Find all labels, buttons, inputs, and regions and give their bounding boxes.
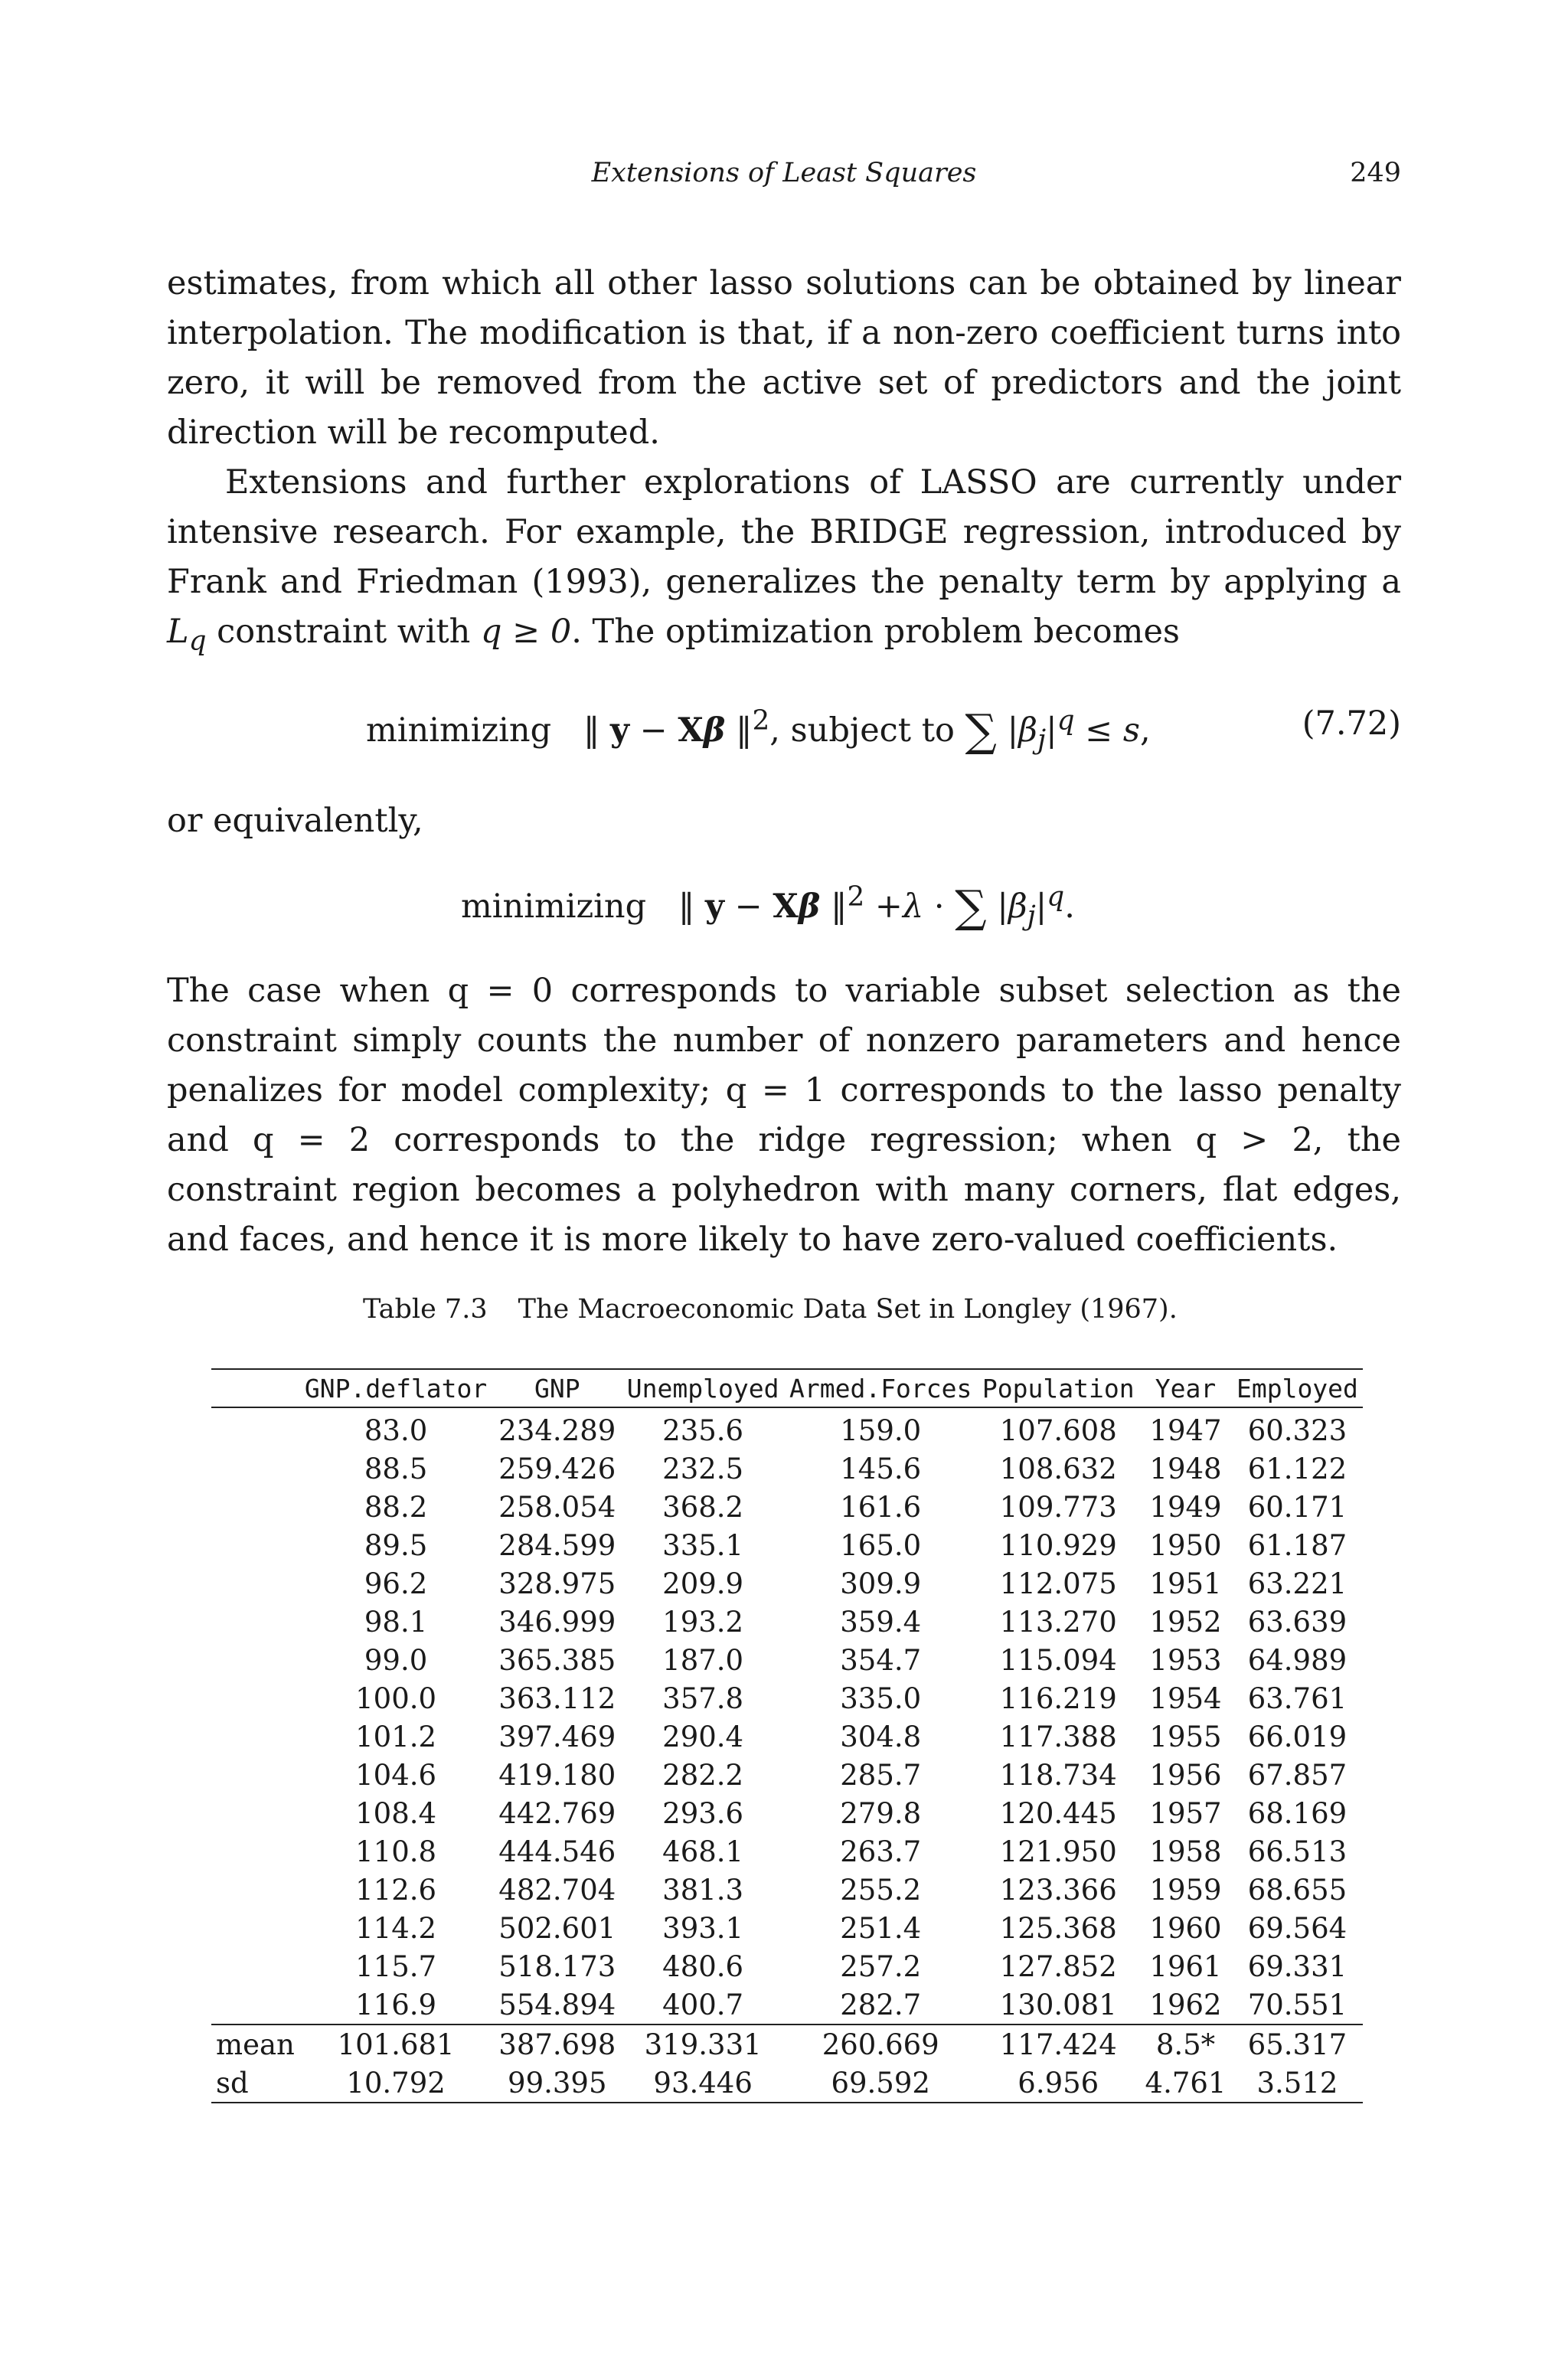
table-row <box>211 1407 1363 1449</box>
table-cell: 60.323 <box>1247 1413 1348 1447</box>
table-cell: 354.7 <box>840 1643 922 1677</box>
summary-row <box>211 2024 1363 2064</box>
column-header: GNP.deflator <box>299 1369 492 1407</box>
table-cell: 282.2 <box>662 1758 744 1792</box>
table-cell: 554.894 <box>498 1988 616 2021</box>
table-cell: 115.7 <box>355 1949 437 1983</box>
table-cell: 304.8 <box>840 1720 922 1753</box>
q-condition: q ≥ 0 <box>480 613 572 651</box>
table-cell: 335.1 <box>662 1528 744 1562</box>
table-row <box>211 1985 1363 2024</box>
eq1-subject: , subject to <box>769 711 955 750</box>
table-cell: 1950 <box>1149 1528 1222 1562</box>
table-row <box>211 1909 1363 1947</box>
table-row <box>211 1488 1363 1526</box>
table-cell: 161.6 <box>840 1490 922 1524</box>
table-cell: 120.445 <box>999 1796 1117 1830</box>
table-cell: 109.773 <box>999 1490 1117 1524</box>
table-cell: 285.7 <box>840 1758 922 1792</box>
table-cell: 1962 <box>1149 1988 1222 2021</box>
table-summary <box>211 2024 1363 2103</box>
table-cell: 444.546 <box>498 1835 616 1868</box>
table-row <box>211 1832 1363 1871</box>
table-cell: 1955 <box>1149 1720 1222 1753</box>
summary-cell: 69.592 <box>784 2064 977 2103</box>
column-header: Population <box>977 1369 1139 1407</box>
paragraph-2-end: . The optimization problem becomes <box>571 613 1180 651</box>
row-label <box>211 1717 299 1756</box>
lq-symbol: $L_q$ <box>167 613 207 657</box>
table-cell: 279.8 <box>840 1796 922 1830</box>
row-label <box>211 1832 299 1871</box>
table-cell: 284.599 <box>498 1528 616 1562</box>
table-cell: 108.632 <box>999 1452 1117 1485</box>
paragraph-2-main: Extensions and further explorations of LASSO are currently under intensive research. For example, the BRIDGE regression, introduced by Frank and Friedman (1993), generalizes the penalty term by applying a <box>167 463 1401 601</box>
summary-cell: 101.681 <box>299 2024 492 2064</box>
table-cell: 232.5 <box>662 1452 744 1485</box>
table-cell: 66.513 <box>1247 1835 1348 1868</box>
table-cell: 1954 <box>1149 1681 1222 1715</box>
summary-cell: 10.792 <box>299 2064 492 2103</box>
table-cell: 96.2 <box>364 1567 428 1600</box>
table-cell: 110.8 <box>355 1835 437 1868</box>
table-cell: 117.388 <box>999 1720 1117 1753</box>
table-cell: 309.9 <box>840 1567 922 1600</box>
table-cell: 442.769 <box>498 1796 616 1830</box>
table-cell: 234.289 <box>498 1413 616 1447</box>
paragraph-1 <box>167 259 1401 458</box>
table-header-row <box>211 1369 1363 1407</box>
summary-cell: 93.446 <box>622 2064 784 2103</box>
table-cell: 257.2 <box>840 1949 922 1983</box>
row-label <box>211 1756 299 1794</box>
row-label <box>211 1985 299 2024</box>
table-cell: 64.989 <box>1247 1643 1348 1677</box>
table-cell: 263.7 <box>840 1835 922 1868</box>
table-cell: 482.704 <box>498 1873 616 1907</box>
table-cell: 235.6 <box>662 1413 744 1447</box>
row-label <box>211 1871 299 1909</box>
eq1-prefix: minimizing <box>366 711 552 750</box>
table-cell: 99.0 <box>364 1643 428 1677</box>
running-title: Extensions of Least Squares <box>591 158 977 188</box>
table-cell: 397.469 <box>498 1720 616 1753</box>
table-cell: 61.187 <box>1247 1528 1348 1562</box>
equation-number: (7.72) <box>1302 704 1401 743</box>
table-cell: 1956 <box>1149 1758 1222 1792</box>
table-cell: 67.857 <box>1247 1758 1348 1792</box>
table-cell: 335.0 <box>840 1681 922 1715</box>
caption-label: Table 7.3 <box>363 1294 488 1325</box>
table-cell: 69.564 <box>1247 1911 1348 1945</box>
row-label <box>211 1407 299 1449</box>
table-cell: 1957 <box>1149 1796 1222 1830</box>
summary-cell: 117.424 <box>977 2024 1139 2064</box>
table-row <box>211 1641 1363 1679</box>
row-label <box>211 1488 299 1526</box>
summary-cell: 319.331 <box>622 2024 784 2064</box>
table-row <box>211 1564 1363 1603</box>
table-cell: 357.8 <box>662 1681 744 1715</box>
table-cell: 165.0 <box>840 1528 922 1562</box>
table-cell: 346.999 <box>498 1605 616 1639</box>
table-cell: 114.2 <box>355 1911 437 1945</box>
paragraph-3 <box>167 796 1401 846</box>
table-cell: 112.075 <box>999 1567 1117 1600</box>
table-cell: 193.2 <box>662 1605 744 1639</box>
table-cell: 101.2 <box>355 1720 437 1753</box>
table-cell: 98.1 <box>364 1605 428 1639</box>
column-header: Year <box>1139 1369 1232 1407</box>
row-label <box>211 1564 299 1603</box>
table-cell: 113.270 <box>999 1605 1117 1639</box>
table-cell: 255.2 <box>840 1873 922 1907</box>
table-cell: 381.3 <box>662 1873 744 1907</box>
table-caption <box>363 1294 1178 1325</box>
row-label <box>211 1449 299 1488</box>
summary-cell: 99.395 <box>492 2064 622 2103</box>
table-row <box>211 1794 1363 1832</box>
row-label <box>211 1526 299 1564</box>
table-cell: 328.975 <box>498 1567 616 1600</box>
summary-cell: 8.5* <box>1139 2024 1232 2064</box>
table-cell: 107.608 <box>999 1413 1117 1447</box>
table-cell: 1952 <box>1149 1605 1222 1639</box>
table-cell: 187.0 <box>662 1643 744 1677</box>
summary-label: sd <box>211 2064 299 2103</box>
table-cell: 251.4 <box>840 1911 922 1945</box>
table-cell: 1960 <box>1149 1911 1222 1945</box>
paragraph-2-rest: constraint with <box>206 613 481 651</box>
column-header: Armed.Forces <box>784 1369 977 1407</box>
table-cell: 88.2 <box>364 1490 428 1524</box>
table-cell: 400.7 <box>662 1988 744 2021</box>
table-cell: 518.173 <box>498 1949 616 1983</box>
longley-table <box>211 1368 1363 2103</box>
table-cell: 104.6 <box>355 1758 437 1792</box>
row-label <box>211 1603 299 1641</box>
page-number: 249 <box>1350 158 1401 188</box>
row-label <box>211 1909 299 1947</box>
table-cell: 502.601 <box>498 1911 616 1945</box>
table-cell: 68.169 <box>1247 1796 1348 1830</box>
table-cell: 1958 <box>1149 1835 1222 1868</box>
table-cell: 70.551 <box>1247 1988 1348 2021</box>
summary-cell: 387.698 <box>492 2024 622 2064</box>
table-cell: 365.385 <box>498 1643 616 1677</box>
table-cell: 468.1 <box>662 1835 744 1868</box>
table-cell: 145.6 <box>840 1452 922 1485</box>
table-row <box>211 1603 1363 1641</box>
table-row <box>211 1449 1363 1488</box>
paragraph-1-text: estimates, from which all other lasso solutions can be obtained by linear interpolation. The modification is that, if a non-zero coefficient turns into zero, it will be removed from the active set of predictors and the joint direction will be recomputed. <box>167 264 1401 452</box>
table-cell: 359.4 <box>840 1605 922 1639</box>
table-cell: 1949 <box>1149 1490 1222 1524</box>
table-row <box>211 1679 1363 1717</box>
column-header: GNP <box>492 1369 622 1407</box>
equation-7-72: minimizing ‖ y − Xβ ‖$^2$, subject to ∑ $|\beta_j|^q \le s$, <box>366 704 1151 757</box>
table-cell: 293.6 <box>662 1796 744 1830</box>
table-cell: 127.852 <box>999 1949 1117 1983</box>
paragraph-3-text: or equivalently, <box>167 802 423 840</box>
table-cell: 83.0 <box>364 1413 428 1447</box>
paragraph-4-text: The case when q = 0 corresponds to variable subset selection as the constraint simply counts the number of nonzero parameters and hence penalizes for model complexity; q = 1 corresponds to the lasso penalty and q = 2 corresponds to the ridge regression; when q > 2, the constraint region becomes a polyhedron with many corners, flat edges, and faces, and hence it is more likely to have zero-valued coefficients. <box>167 972 1401 1259</box>
table-cell: 1947 <box>1149 1413 1222 1447</box>
table-cell: 363.112 <box>498 1681 616 1715</box>
eq2-prefix: minimizing <box>461 887 647 926</box>
table-cell: 1959 <box>1149 1873 1222 1907</box>
row-label <box>211 1794 299 1832</box>
table-row <box>211 1947 1363 1985</box>
table-cell: 115.094 <box>999 1643 1117 1677</box>
table-cell: 69.331 <box>1247 1949 1348 1983</box>
page-header <box>167 158 1401 196</box>
table-cell: 209.9 <box>662 1567 744 1600</box>
equation-penalized: minimizing ‖ y − Xβ ‖$^2$ +λ · ∑ $|\beta_j|^q$. <box>461 881 1075 933</box>
table-row <box>211 1526 1363 1564</box>
table-cell: 159.0 <box>840 1413 922 1447</box>
row-label <box>211 1947 299 1985</box>
table-cell: 108.4 <box>355 1796 437 1830</box>
table-cell: 121.950 <box>999 1835 1117 1868</box>
table-cell: 66.019 <box>1247 1720 1348 1753</box>
summary-cell: 4.761 <box>1139 2064 1232 2103</box>
summary-row <box>211 2064 1363 2103</box>
summary-cell: 65.317 <box>1232 2024 1363 2064</box>
table-cell: 63.221 <box>1247 1567 1348 1600</box>
table-cell: 110.929 <box>999 1528 1117 1562</box>
table-cell: 68.655 <box>1247 1873 1348 1907</box>
table-body <box>211 1407 1363 2024</box>
table-cell: 1948 <box>1149 1452 1222 1485</box>
table-cell: 368.2 <box>662 1490 744 1524</box>
table-cell: 63.761 <box>1247 1681 1348 1715</box>
table-cell: 1953 <box>1149 1643 1222 1677</box>
table-cell: 125.368 <box>999 1911 1117 1945</box>
row-label <box>211 1679 299 1717</box>
summary-cell: 6.956 <box>977 2064 1139 2103</box>
paragraph-4 <box>167 966 1401 1265</box>
table-cell: 118.734 <box>999 1758 1117 1792</box>
table-cell: 393.1 <box>662 1911 744 1945</box>
summary-cell: 260.669 <box>784 2024 977 2064</box>
table-cell: 282.7 <box>840 1988 922 2021</box>
table-cell: 63.639 <box>1247 1605 1348 1639</box>
table-cell: 419.180 <box>498 1758 616 1792</box>
column-header <box>211 1369 299 1407</box>
table-cell: 290.4 <box>662 1720 744 1753</box>
table-cell: 116.219 <box>999 1681 1117 1715</box>
table-cell: 480.6 <box>662 1949 744 1983</box>
paragraph-2-text <box>167 458 1401 666</box>
column-header: Employed <box>1232 1369 1363 1407</box>
table-cell: 259.426 <box>498 1452 616 1485</box>
table-cell: 88.5 <box>364 1452 428 1485</box>
table-cell: 100.0 <box>355 1681 437 1715</box>
table-cell: 258.054 <box>498 1490 616 1524</box>
table-row <box>211 1756 1363 1794</box>
paragraph-2 <box>167 458 1401 666</box>
caption-text: The Macroeconomic Data Set in Longley (1967). <box>518 1294 1178 1325</box>
table-row <box>211 1717 1363 1756</box>
table-row <box>211 1871 1363 1909</box>
table-cell: 123.366 <box>999 1873 1117 1907</box>
table-cell: 130.081 <box>999 1988 1117 2021</box>
summary-label: mean <box>211 2024 299 2064</box>
summary-cell: 3.512 <box>1232 2064 1363 2103</box>
table-cell: 1961 <box>1149 1949 1222 1983</box>
table-cell: 89.5 <box>364 1528 428 1562</box>
column-header: Unemployed <box>622 1369 784 1407</box>
table-cell: 1951 <box>1149 1567 1222 1600</box>
row-label <box>211 1641 299 1679</box>
table-cell: 60.171 <box>1247 1490 1348 1524</box>
table-cell: 116.9 <box>355 1988 437 2021</box>
table-cell: 112.6 <box>355 1873 437 1907</box>
table-cell: 61.122 <box>1247 1452 1348 1485</box>
